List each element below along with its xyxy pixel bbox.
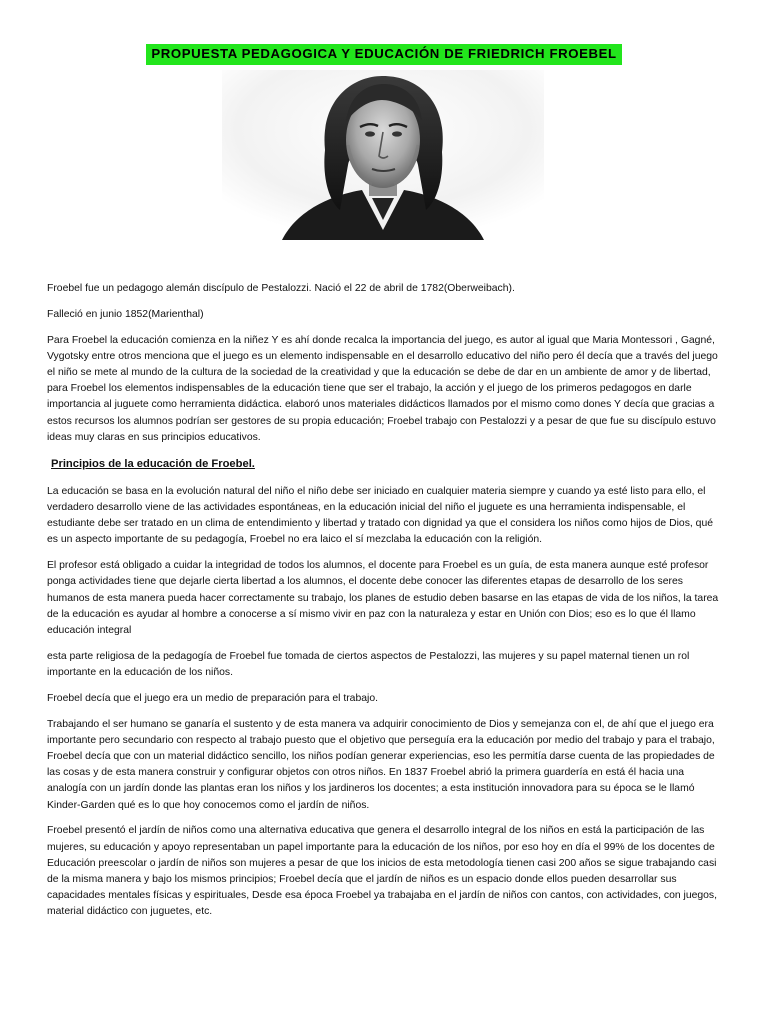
paragraph: La educación se basa en la evolución natural del niño el niño debe ser iniciado en cualquier materia siempre y cuando ya esté listo para ello, el verdadero desarrollo viene de las actividades espontáneas, en la educación inicial del niño el juguete es una herramienta indispensable, el estudiante debe ser tratado en un clima de entendimiento y libertad y tratado con dignidad ya que el considera los niños como hijos de Dios, qué es un aspecto importante de su pedagogía, Froebel no era laico el sí mezclaba la educación con la religión. (47, 485, 713, 546)
paragraph: Froebel presentó el jardín de niños como una alternativa educativa que genera el desarrollo integral de los niños en está la participación de las mujeres, su educación y apoyo representaban un papel importante para la educación de los niños, por eso hoy en día el 99% de los docentes de Educación preescolar o jardín de niños son mujeres a pesar de que los inicios de esta metodología tienen casi 200 años se sigue trabajando casi de la misma manera y bajo los mismos principios; Froebel decía que el jardín de niños es un espacio donde ellos pueden desarrollar sus capacidades mentales físicas y espirituales, Desde esa época Froebel ya trabajaba en el jardín de niños con cantos, con actividades, con juegos, material didáctico con juguetes, etc. (47, 825, 718, 918)
document-body (47, 281, 719, 930)
section-heading: Principios de la educación de Froebel. (51, 457, 255, 470)
paragraph: Froebel decía que el juego era un medio de preparación para el trabajo. (47, 692, 378, 704)
paragraph: El profesor está obligado a cuidar la integridad de todos los alumnos, el docente para Froebel es un guía, de esta manera aunque esté profesor ponga actividades tiene que dejarle cierta libertad a los alumnos, el docente debe conocer las diferentes etapas de desarrollo de los seres humanos de esta manera pueda hacer correctamente su trabajo, los planes de estudio deben basarse en las etapas de vida de los niños, la tarea de la educación es ayudar al hombre a conocerse a sí mismo vivir en paz con la naturaleza y estar en Unión con Dios; eso es lo que él llamo educación integral (47, 560, 719, 637)
paragraph: Trabajando el ser humano se ganaría el sustento y de esta manera va adquirir conocimiento de Dios y semejanza con el, de ahí que el juego era importante pero secundario con respecto al trabajo puesto que el objetivo que perseguía era la educación por medio del trabajo y para el trabajo, Froebel decía que con un material didáctico sencillo, los niños podían generar experiencias, eso les permitía darse cuenta de las propiedades de las cosas y de esta manera construir y configurar objetos con otros niños. En 1837 Froebel abrió la primera guardería en está él hacia una analogía con un jardín donde las plantas eran los niños y los jardineros los docentes; a esta institución innovadora para su época se le llamó Kinder-Garden qué es lo que hoy conocemos como el jardín de niños. (47, 718, 715, 811)
paragraph: Falleció en junio 1852(Marienthal) (47, 308, 204, 320)
paragraph: Para Froebel la educación comienza en la niñez Y es ahí donde recalca la importancia del juego, es autor al igual que Maria Montessori , Gagné, Vygotsky entre otros menciona que el juego es un elemento indispensable en el desarrollo educativo del niño pero él decía que a través del juego el niño se mete al mundo de la cultura de la sociedad de la creatividad y que la educación se debe de dar en un ambiente de amor y de libertad, para Froebel los elementos indispensables de la educación tiene que ser el trabajo, la acción y el juego de los primeros pedagogos en darle importancia al juguete como herramienta didáctica. elaboró unos materiales didácticos llamados por el mismo como dones Y decía que gracias a estos recursos los alumnos podrían ser gestores de su propia educación; Froebel trabajo con Pestalozzi y a pesar de que fue su discípulo estuvo ideas muy claras en sus principios educativos. (47, 334, 718, 443)
title-wrap (0, 44, 768, 65)
portrait-image (222, 70, 544, 240)
paragraph: esta parte religiosa de la pedagogía de Froebel fue tomada de ciertos aspectos de Pestalozzi, las mujeres y su papel maternal tienen un rol importante en la educación de los niños. (47, 650, 690, 679)
document-title: PROPUESTA PEDAGOGICA Y EDUCACIÓN DE FRIEDRICH FROEBEL (146, 44, 621, 65)
paragraph: Froebel fue un pedagogo alemán discípulo de Pestalozzi. Nació el 22 de abril de 1782(Oberweibach). (47, 283, 515, 294)
